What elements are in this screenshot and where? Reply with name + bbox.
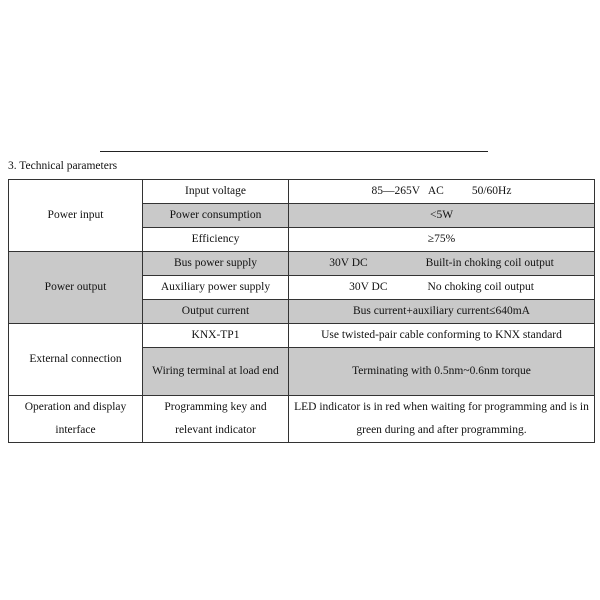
bus-voltage: 30V DC xyxy=(329,257,368,269)
group-external-connection: External connection xyxy=(9,324,143,396)
param-label: Wiring terminal at load end xyxy=(143,348,289,396)
param-value: <5W xyxy=(289,204,595,228)
param-label: Input voltage xyxy=(143,180,289,204)
param-label: Output current xyxy=(143,300,289,324)
param-value xyxy=(289,180,595,204)
param-value xyxy=(289,276,595,300)
group-operation-display: Operation and display interface xyxy=(9,396,143,443)
param-label: Bus power supply xyxy=(143,252,289,276)
param-label: Auxiliary power supply xyxy=(143,276,289,300)
param-value: ≥75% xyxy=(289,228,595,252)
param-value xyxy=(289,252,595,276)
voltage-value: 85—265V AC xyxy=(371,185,444,197)
param-value: LED indicator is in red when waiting for programming and is in green during and after programming. xyxy=(289,396,595,443)
aux-note: No choking coil output xyxy=(427,281,534,293)
param-label: KNX-TP1 xyxy=(143,324,289,348)
header-rule xyxy=(100,151,488,152)
technical-parameters-table xyxy=(8,179,595,443)
param-label: Efficiency xyxy=(143,228,289,252)
param-label: Power consumption xyxy=(143,204,289,228)
frequency-value: 50/60Hz xyxy=(471,185,512,197)
aux-voltage: 30V DC xyxy=(349,281,388,293)
group-power-input: Power input xyxy=(9,180,143,252)
bus-note: Built-in choking coil output xyxy=(425,257,554,269)
section-title: 3. Technical parameters xyxy=(8,160,118,172)
group-power-output: Power output xyxy=(9,252,143,324)
param-label: Programming key and relevant indicator xyxy=(143,396,289,443)
param-value: Terminating with 0.5nm~0.6nm torque xyxy=(289,348,595,396)
param-value: Use twisted-pair cable conforming to KNX standard xyxy=(289,324,595,348)
param-value: Bus current+auxiliary current≤640mA xyxy=(289,300,595,324)
